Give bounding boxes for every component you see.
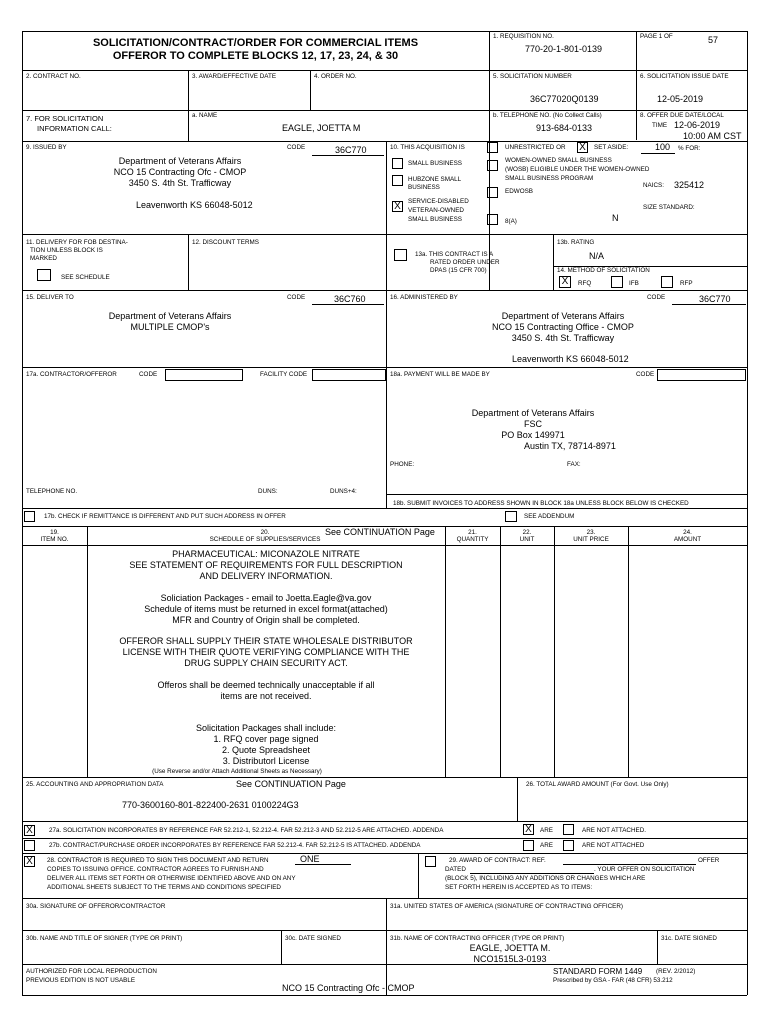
schedule-line: items are not received.: [220, 691, 312, 701]
addendum-checkbox[interactable]: [505, 511, 517, 522]
addendum-label: SEE ADDENDUM: [524, 513, 575, 520]
rule: [563, 864, 696, 865]
info-call-label: 7. FOR SOLICITATION: [26, 114, 104, 123]
offeror-date-label: 30c. DATE SIGNED: [285, 935, 341, 942]
clause-27a-text: 27a. SOLICITATION INCORPORATES BY REFERENCE FAR 52.212-1, 52.212-4. FAR 52.212-3 AND 52.212-5 ARE ATTACHED. ADDENDA: [49, 827, 444, 834]
col-item-no-label: ITEM NO.: [40, 536, 69, 543]
rule: [22, 141, 747, 142]
small-business-checkbox[interactable]: [392, 158, 403, 169]
issued-by-line2: NCO 15 Contracting Ofc - CMOP: [113, 167, 247, 177]
clause-28-text-2: COPIES TO ISSUING OFFICE. CONTRACTOR AGREES TO FURNISH AND: [47, 866, 264, 873]
discount-terms-label: 12. DISCOUNT TERMS: [192, 239, 259, 246]
clause-27a-not-checkbox[interactable]: [563, 824, 574, 835]
duns4-label: DUNS+4:: [330, 488, 357, 495]
see-schedule-label: SEE SCHEDULE: [61, 274, 110, 281]
rule: [281, 930, 282, 964]
issued-by-line1: Department of Veterans Affairs: [118, 156, 242, 166]
wosb-label-3: SMALL BUSINESS PROGRAM: [505, 175, 594, 182]
accounting-continuation: See CONTINUATION Page: [236, 779, 346, 789]
8a-label: 8(A): [505, 218, 517, 225]
rule: [657, 930, 658, 964]
telephone-number: 913-684-0133: [536, 123, 593, 133]
order-no-label: 4. ORDER NO.: [314, 73, 357, 80]
deliver-to-line2: MULTIPLE CMOP's: [130, 322, 210, 332]
rule: [312, 155, 384, 156]
rule: [22, 964, 747, 965]
rule: [22, 545, 747, 546]
total-award-label: 26. TOTAL AWARD AMOUNT (For Govt. Use Only): [526, 781, 669, 788]
award-date-label: 3. AWARD/EFFECTIVE DATE: [192, 73, 277, 80]
clause-27a-are: ARE: [540, 827, 553, 834]
deliver-to-label: 15. DELIVER TO: [26, 294, 74, 301]
rule: [22, 777, 747, 778]
schedule-line: SEE STATEMENT OF REQUIREMENTS FOR FULL DESCRIPTION: [129, 560, 403, 570]
footer-form-number: STANDARD FORM 1449: [553, 967, 643, 976]
rating-label: 13b. RATING: [557, 239, 595, 246]
administered-line2: NCO 15 Contracting Office - CMOP: [492, 322, 634, 332]
rated-order-label: 13a. THIS CONTRACT IS A: [415, 251, 494, 258]
schedule-line: DRUG SUPPLY CHAIN SECURITY ACT.: [184, 658, 348, 668]
issue-date: 12-05-2019: [657, 94, 704, 104]
rfp-checkbox[interactable]: [661, 276, 673, 288]
clause-29-text-3: (BLOCK 5), INCLUDING ANY ADDITIONS OR CHANGES WHICH ARE: [445, 875, 646, 882]
offer-due-label: 8. OFFER DUE DATE/LOCAL: [640, 112, 724, 119]
rule: [22, 995, 747, 996]
clause-29-checkbox[interactable]: [425, 856, 436, 867]
schedule-line: LICENSE WITH THEIR QUOTE VERIFYING COMPLIANCE WITH THE: [122, 647, 410, 657]
clause-29-text: 29. AWARD OF CONTRACT: REF.: [449, 857, 546, 864]
rule: [418, 853, 419, 898]
administered-code: 36C770: [699, 294, 731, 304]
rule: [188, 70, 189, 141]
clause-28-text: 28. CONTRACTOR IS REQUIRED TO SIGN THIS DOCUMENT AND RETURN: [47, 857, 269, 864]
issued-by-code-label: CODE: [287, 144, 306, 151]
rule: [22, 31, 747, 32]
unrestricted-label: UNRESTRICTED OR: [505, 144, 566, 151]
col-amount: 24.: [683, 529, 692, 536]
8a-checkbox[interactable]: [487, 214, 498, 225]
col-unit: 22.: [522, 529, 532, 536]
col-unit-label: UNIT: [519, 536, 535, 543]
rfq-label: RFQ: [578, 280, 592, 287]
schedule-line: PHARMACEUTICAL: MICONAZOLE NITRATE: [172, 549, 360, 559]
percent-for-label: % FOR:: [678, 145, 701, 152]
duns-label: DUNS:: [258, 488, 278, 495]
see-schedule-checkbox[interactable]: [37, 269, 51, 281]
rule: [22, 930, 747, 931]
col-quantity-label: QUANTITY: [456, 536, 489, 543]
footer-revision: (REV. 2/2012): [656, 968, 696, 975]
solicitation-number-label: 5. SOLICITATION NUMBER: [493, 73, 572, 80]
clause-29-text-4: SET FORTH HEREIN IS ACCEPTED AS TO ITEMS:: [445, 884, 593, 891]
clause-27b-text: 27b. CONTRACT/PURCHASE ORDER INCORPORATES BY REFERENCE FAR 52.212-4. FAR 52.212-5 IS ATTACHED. ADDENDA: [49, 842, 421, 849]
clause-29-dated: DATED: [445, 866, 466, 873]
rule: [500, 526, 501, 777]
rule: [445, 526, 446, 777]
wosb-label: WOMEN-OWNED SMALL BUSINESS: [505, 157, 612, 164]
issue-date-label: 6. SOLICITATION ISSUE DATE: [640, 73, 729, 80]
schedule-line: OFFEROR SHALL SUPPLY THEIR STATE WHOLESALE DISTRIBUTOR: [119, 636, 413, 646]
accounting-label: 25. ACCOUNTING AND APPROPRIATION DATA: [26, 781, 164, 788]
contractor-label: 17a. CONTRACTOR/OFFEROR: [26, 371, 117, 378]
officer-date-label: 31c. DATE SIGNED: [661, 935, 717, 942]
col-quantity: 21.: [468, 529, 477, 536]
clause-29-text-2: . YOUR OFFER ON SOLICITATION: [594, 866, 695, 873]
schedule-line: Soliciation Packages - email to Joetta.Eagle@va.gov: [160, 593, 372, 603]
rule: [22, 110, 747, 111]
rule: [22, 31, 23, 995]
size-standard-label: SIZE STANDARD:: [643, 204, 695, 211]
edwosb-checkbox[interactable]: [487, 187, 498, 198]
hubzone-label: HUBZONE SMALL: [408, 176, 462, 183]
offer-due-time: 10:00 AM CST: [683, 131, 742, 141]
schedule-line: Schedule of items must be returned in excel format(attached): [144, 604, 388, 614]
payment-fax-label: FAX:: [567, 461, 581, 468]
sdvosb-label: SERVICE-DISABLED: [408, 198, 469, 205]
contact-name: EAGLE, JOETTA M: [282, 123, 361, 133]
rule: [628, 526, 629, 777]
set-aside-percent: 100: [655, 142, 671, 152]
administered-label: 16. ADMINISTERED BY: [390, 294, 458, 301]
hubzone-label-2: BUSINESS: [408, 184, 440, 191]
rule: [312, 304, 384, 305]
rule: [672, 304, 746, 305]
payment-phone-label: PHONE:: [390, 461, 415, 468]
form-title: SOLICITATION/CONTRACT/ORDER FOR COMMERCIAL ITEMS: [92, 37, 419, 49]
clause-28-text-3: DELIVER ALL ITEMS SET FORTH OR OTHERWISE IDENTIFIED ABOVE AND ON ANY: [47, 875, 296, 882]
issued-by-code: 36C770: [335, 145, 367, 155]
footer-prescribed: Prescribed by GSA - FAR (48 CFR) 53.212: [553, 977, 673, 984]
naics-label: NAICS:: [643, 182, 664, 189]
page-label: PAGE 1 OF: [640, 33, 673, 40]
rule: [517, 777, 518, 821]
clause-27b-are: ARE: [540, 842, 553, 849]
schedule-footnote: (Use Reverse and/or Attach Additional Sheets as Necessary): [152, 768, 322, 775]
clause-27b-are-checkbox[interactable]: [523, 840, 534, 851]
deliver-to-line1: Department of Veterans Affairs: [108, 311, 232, 321]
unrestricted-checkbox[interactable]: [487, 142, 498, 153]
fob-label-3: MARKED: [30, 255, 57, 262]
administered-line1: Department of Veterans Affairs: [501, 311, 625, 321]
rule: [22, 821, 747, 822]
payment-line2: FSC: [524, 419, 542, 429]
payment-label: 18a. PAYMENT WILL BE MADE BY: [390, 371, 490, 378]
small-business-label: SMALL BUSINESS: [408, 160, 463, 167]
rated-order-label-2: RATED ORDER UNDER: [430, 259, 500, 266]
rule: [310, 70, 311, 110]
sdvosb-checkbox[interactable]: X: [392, 201, 403, 212]
schedule-line: 2. Quote Spreadsheet: [221, 745, 311, 755]
facility-code-label: FACILITY CODE: [260, 371, 308, 378]
contact-name-label: a. NAME: [192, 112, 218, 119]
col-unit-price: 23.: [586, 529, 596, 536]
solicitation-number: 36C77020Q0139: [530, 94, 599, 104]
clause-29-offer: OFFER: [698, 857, 720, 864]
rule: [386, 494, 747, 495]
rule: [22, 234, 747, 235]
clause-27a-not-attached: ARE NOT ATTACHED.: [582, 827, 647, 834]
rule: [22, 70, 747, 71]
contract-no-label: 2. CONTRACT NO.: [26, 73, 81, 80]
rule: [22, 290, 747, 291]
rated-order-checkbox[interactable]: [394, 249, 407, 261]
payment-code-field[interactable]: [657, 369, 746, 381]
rule: [22, 853, 747, 854]
rule: [386, 141, 387, 508]
administered-code-label: CODE: [647, 294, 666, 301]
rule: [470, 873, 594, 874]
page-total: 57: [708, 35, 719, 45]
offer-due-date: 12-06-2019: [674, 120, 721, 130]
rfp-label: RFP: [680, 280, 693, 287]
col-unit-price-label: UNIT PRICE: [573, 536, 609, 543]
submit-invoices-label: 18b. SUBMIT INVOICES TO ADDRESS SHOWN IN BLOCK 18a UNLESS BLOCK BELOW IS CHECKED: [393, 500, 689, 507]
schedule-line: Solicitation Packages shall include:: [195, 723, 337, 733]
rfq-checkbox[interactable]: X: [559, 276, 571, 288]
contractor-code-field[interactable]: [165, 369, 243, 381]
rating-value: N/A: [589, 251, 605, 261]
clause-27a-are-checkbox[interactable]: X: [523, 824, 534, 835]
return-copies: ONE: [300, 854, 320, 864]
footer-previous: PREVIOUS EDITION IS NOT USABLE: [26, 977, 136, 984]
clause-28-checkbox[interactable]: X: [24, 856, 35, 867]
deliver-to-code-label: CODE: [287, 294, 306, 301]
clause-27b-not-checkbox[interactable]: [563, 840, 574, 851]
signer-name-label: 30b. NAME AND TITLE OF SIGNER (TYPE OR PRINT): [26, 935, 183, 942]
clause-27a-checkbox[interactable]: X: [24, 825, 35, 836]
hubzone-checkbox[interactable]: [392, 175, 403, 186]
rule: [386, 898, 387, 995]
accounting-value: 770-3600160-801-822400-2631 0100224G3: [122, 800, 299, 810]
ifb-label: IFB: [629, 280, 639, 287]
payment-line4: Austin TX, 78714-8971: [524, 441, 616, 451]
schedule-continuation: See CONTINUATION Page: [325, 527, 435, 537]
remittance-label: 17b. CHECK IF REMITTANCE IS DIFFERENT AND PUT SUCH ADDRESS IN OFFER: [44, 513, 286, 520]
telephone-label: b. TELEPHONE NO. (No Collect Calls): [493, 112, 602, 119]
administered-line3: 3450 S. 4th St. Trafficway: [511, 333, 615, 343]
col-schedule: 20.: [260, 529, 270, 536]
sdvosb-label-3: SMALL BUSINESS: [408, 216, 463, 223]
rule: [295, 864, 351, 865]
footer-office: NCO 15 Contracting Ofc - CMOP: [282, 983, 415, 993]
payment-line1: Department of Veterans Affairs: [471, 408, 595, 418]
administered-line4: Leavenworth KS 66048-5012: [512, 354, 629, 364]
set-aside-checkbox[interactable]: X: [577, 142, 588, 153]
offer-due-time-label: TIME: [652, 122, 668, 129]
issued-by-line4: Leavenworth KS 66048-5012: [136, 200, 253, 210]
remittance-checkbox[interactable]: [24, 511, 35, 522]
clause-27b-not-attached: ARE NOT ATTACHED: [582, 842, 645, 849]
rule: [641, 153, 675, 154]
schedule-line: 1. RFQ cover page signed: [213, 734, 319, 744]
rule: [636, 31, 637, 140]
requisition-number: 770-20-1-801-0139: [525, 44, 603, 54]
ifb-checkbox[interactable]: [611, 276, 623, 288]
fob-label-2: TION UNLESS BLOCK IS: [30, 247, 103, 254]
sdvosb-label-2: VETERAN-OWNED: [408, 207, 464, 214]
clause-27b-checkbox[interactable]: [24, 840, 35, 851]
schedule-line: MFR and Country of Origin shall be completed.: [172, 615, 360, 625]
col-item-no: 19.: [50, 529, 59, 536]
method-label: 14. METHOD OF SOLICITATION: [557, 267, 650, 274]
info-call-label-2: INFORMATION CALL:: [37, 124, 112, 133]
wosb-label-2: (WOSB) ELIGIBLE UNDER THE WOMEN-OWNED: [505, 166, 650, 173]
acquisition-label: 10. THIS ACQUISITION IS: [390, 144, 465, 151]
requisition-label: 1. REQUISITION NO.: [493, 33, 554, 40]
schedule-line: AND DELIVERY INFORMATION.: [199, 571, 333, 581]
contractor-telephone-label: TELEPHONE NO.: [26, 488, 78, 495]
offeror-signature-label: 30a. SIGNATURE OF OFFEROR/CONTRACTOR: [26, 903, 166, 910]
contractor-code-label: CODE: [139, 371, 158, 378]
set-aside-label: SET ASIDE:: [594, 144, 629, 151]
col-schedule-label: SCHEDULE OF SUPPLIES/SERVICES: [209, 536, 321, 543]
facility-code-field[interactable]: [312, 369, 386, 381]
issued-by-label: 9. ISSUED BY: [26, 144, 67, 151]
issued-by-line3: 3450 S. 4th St. Trafficway: [128, 178, 232, 188]
officer-name-label: 31b. NAME OF CONTRACTING OFFICER (TYPE OR PRINT): [390, 935, 565, 942]
form-subtitle: OFFEROR TO COMPLETE BLOCKS 12, 17, 23, 24, & 30: [112, 50, 399, 62]
rule: [553, 234, 554, 290]
rule: [22, 898, 747, 899]
rule: [188, 234, 189, 290]
clause-28-text-4: ADDITIONAL SHEETS SUBJECT TO THE TERMS AND CONDITIONS SPECIFIED: [47, 884, 281, 891]
rule: [22, 367, 747, 368]
payment-line3: PO Box 149971: [501, 430, 565, 440]
rule: [747, 31, 748, 995]
fob-label: 11. DELIVERY FOR FOB DESTINA-: [26, 239, 128, 246]
rated-order-label-3: DPAS (15 CFR 700): [430, 267, 487, 274]
deliver-to-code: 36C760: [334, 294, 366, 304]
edwosb-label: EDWOSB: [505, 188, 533, 195]
officer-id: NCO1515L3-0193: [473, 954, 547, 964]
footer-authorized: AUTHORIZED FOR LOCAL REPRODUCTION: [26, 968, 157, 975]
col-amount-label: AMOUNT: [673, 536, 702, 543]
naics-value: 325412: [674, 180, 705, 190]
wosb-checkbox[interactable]: [487, 160, 498, 171]
officer-signature-label: 31a. UNITED STATES OF AMERICA (SIGNATURE OF CONTRACTING OFFICER): [390, 903, 624, 910]
rule: [554, 526, 555, 777]
officer-name: EAGLE, JOETTA M.: [469, 943, 551, 953]
rule: [22, 838, 747, 839]
payment-code-label: CODE: [636, 371, 655, 378]
size-standard-value: N: [612, 213, 619, 223]
rule: [22, 508, 747, 509]
schedule-line: Offeros shall be deemed technically unacceptable if all: [157, 680, 375, 690]
schedule-line: 3. Distributorl License: [222, 756, 310, 766]
